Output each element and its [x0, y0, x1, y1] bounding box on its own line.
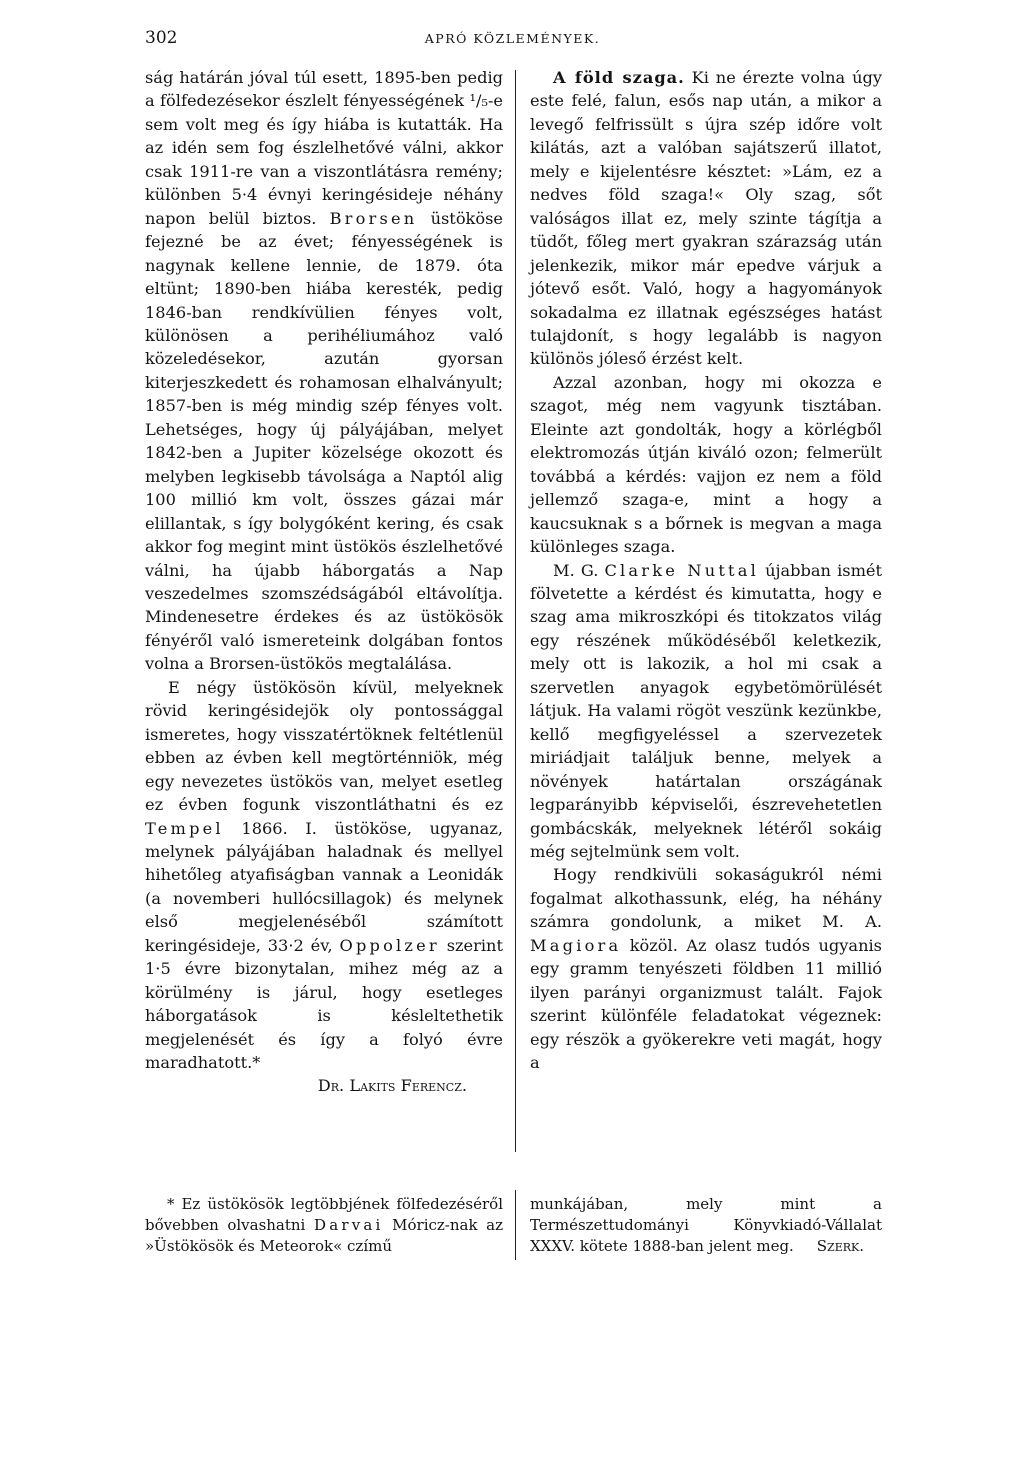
spaced-name-brorsen: Brorsen [329, 208, 418, 228]
author-signature: Dr. Lakits Ferencz. [317, 1076, 467, 1096]
article-heading: A föld szaga. [553, 68, 685, 87]
running-head: APRÓ KÖZLEMÉNYEK. [424, 31, 601, 46]
right-column [530, 66, 882, 1074]
left-column [145, 66, 503, 1098]
editor-mark: Szerk. [816, 1237, 864, 1255]
right-paragraph-4: Hogy rendkivüli sokaságukról némi fogalmat alkothassunk, elég, ha néhány számra gondolunk, a miket M. A. Magiora közöl. Az olasz tudós ugyanis egy gramm tenyészeti földben 11 millió ilyen parányi organizmust talált. Fajok szerint különféle feladatokat végeznek: egy részök a gyökerekre veti magát, hogy a [530, 865, 882, 1073]
footnote-left [145, 1194, 503, 1257]
spaced-name-clarke-nuttal: Clarke Nuttal [604, 560, 759, 580]
footnote-text-right: munkájában, mely mint a Természettudományi Könyvkiadó-Vállalat XXXV. kötete 1888-ban jelent meg. Szerk. [530, 1195, 882, 1255]
spaced-name-tempel: Tempel [145, 818, 224, 838]
left-paragraph-2: E négy üstökösön kívül, melyeknek rövid keringésidejök oly pontossággal ismeretes, hogy visszatértöknek feltétlenül ebben az évben kell megtörténniök, még egy nevezetes üstökös van, melyet esetleg ez évben fogunk viszontláthatni és ez Tempel 1866. I. üstököse, ugyanaz, melynek pályájában haladnak és mellyel hihetőleg atyafiságban vannak a Leonidák (a novemberi hullócsillagok) és melynek első megjelenéséből számított keringésideje, 33·2 év, Oppolzer szerint 1·5 évre bizonytalan, mihez még az a körülmény is járul, hogy esetleges háborgatások is késleltethetik megjelenését és így a folyó évre maradhatott.* [145, 677, 503, 1073]
footnote-text-left: * Ez üstökösök legtöbbjének fölfedezéséről bővebben olvashatni Darvai Móricz-nak az »Üstökösök és Meteorok« czímű [145, 1195, 503, 1255]
page-header [145, 28, 880, 58]
right-paragraph-3: M. G. Clarke Nuttal újabban ismét fölvetette a kérdést és kimutatta, hogy e szag ama mikroszkópi és titokzatos világ egy részének működéséből keletkezik, mely ott is lakozik, a hol mi csak a szervetlen anyagok egybetömörülését látjuk. Ha valami rögöt veszünk kezünkbe, kellő megfigyeléssel a szervezetek miriádjait találjuk benne, melyek a növények határtalan országának legparányibb képviselői, észrevehetetlen gombácskák, melyeknek létéről sokáig még sejtelmünk sem volt. [530, 560, 883, 861]
spaced-name-magiora: Magiora [530, 935, 622, 955]
footnote-divider [515, 1190, 516, 1260]
spaced-name-darvai: Darvai [313, 1216, 384, 1234]
right-paragraph-2: Azzal azonban, hogy mi okozza e szagot, még nem vagyunk tisztában. Eleinte azt gondolták, hogy a körlégből elektromozás útján kiváló ozon; felmerült továbbá a kérdés: vajjon ez nem a föld jellemző szaga-e, mint a hogy a kaucsuknak s a bőrnek is megvan a maga különleges szaga. [530, 372, 882, 557]
right-paragraph-1: A föld szaga. Ki ne érezte volna úgy este felé, falun, esős nap után, a mikor a levegő felfrissült s újra szép időre volt kilátás, azt a valóban sajátszerű illatot, mely e kijelentésre késztet: »Lám, ez a nedves föld szaga!« Oly szag, sőt valóságos illat ez, mely szinte tágítja a tüdőt, főleg mert gyakran szárazság után jelenkezik, mikor már epedve várjuk a jótevő esőt. Való, hogy a hagyományok sokadalma ez illatnak egészséges hatást tulajdonít, s hogy legalább is nagyon különös jóleső érzést kelt. [530, 68, 883, 369]
left-paragraph-1: ság határán jóval túl esett, 1895-ben pedig a fölfedezésekor észlelt fényességének ¹/₅-e sem volt meg és így hiába is kutatták. Ha az idén sem fog észlelhetővé válni, akkor csak 1911-re van a viszontlátásra remény; különben 5·4 évnyi keringésideje néhány napon belül biztos. Brorsen üstököse fejezné be az évet; fényességének is nagynak kellene lennie, de 1879. óta eltünt; 1890-ben hiába keresték, pedig 1846-ban rendkívülien fényes volt, különösen a perihéliumához való közeledésekor, azután gyorsan kiterjeszkedett és rohamosan elhalványult; 1857-ben is még mindig szép fényes volt. Lehetséges, hogy új pályájában, melyet 1842-ben a Jupiter közelsége okozott és melyben legkisebb távolsága a Naptól alig 100 millió km volt, összes gázai már elillantak, s így bolygóként kering, és csak akkor fog megint mint üstökös észlelhetővé válni, ha újabb háborgatás a Nap veszedelmes szomszédságából eltávolítja. Mindenesetre érdekes és az üstökösök fényéről való ismereteink dolgában fontos volna a Brorsen-üstökös megtalálása. [145, 68, 504, 674]
footnote-right [530, 1194, 882, 1257]
fraction: ¹/₅ [469, 91, 488, 111]
column-divider [515, 70, 516, 1152]
spaced-name-oppolzer: Oppolzer [339, 935, 440, 955]
page-number: 302 [145, 28, 178, 48]
